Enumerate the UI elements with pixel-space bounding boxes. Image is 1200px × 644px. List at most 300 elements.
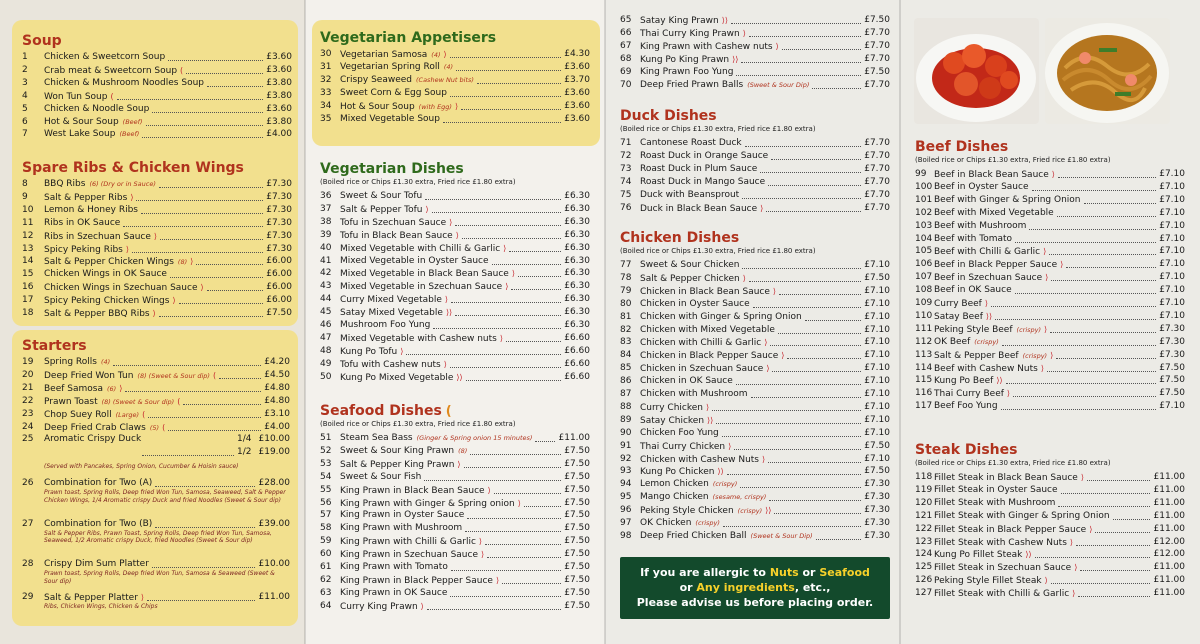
item-number: 85 (620, 363, 632, 374)
item-number: 93 (620, 466, 632, 477)
item-number: 112 (915, 336, 933, 347)
item-name (934, 181, 1029, 194)
item-name (934, 587, 1075, 601)
dot-leader (455, 225, 561, 226)
item-name (44, 268, 167, 281)
menu-item (320, 445, 590, 458)
item-name-text: Fillet Steak with Chilli & Garlic (934, 589, 1070, 600)
chili-icon: ⟩ (1074, 563, 1078, 573)
dot-leader (712, 410, 861, 411)
item-number: 120 (915, 497, 933, 508)
item-name (640, 401, 709, 415)
item-name (44, 103, 149, 116)
item-name (44, 294, 176, 308)
item-number: 21 (22, 382, 34, 393)
chili-icon: ( (212, 370, 217, 380)
dot-leader (485, 544, 561, 545)
dot-leader (774, 513, 861, 514)
item-name (640, 453, 765, 467)
item-number: 125 (915, 562, 933, 573)
item-price: £6.30 (564, 216, 590, 227)
menu-item (22, 382, 290, 395)
item-name (640, 27, 746, 41)
item-name-text: Thai Curry Beef (934, 389, 1004, 400)
item-name-text: Chicken Foo Yung (640, 427, 719, 438)
item-number: 8 (22, 179, 28, 189)
chili-icon: ⟩ (764, 338, 768, 348)
item-price: £3.10 (264, 408, 290, 419)
item-name (934, 523, 1092, 537)
item-price: £7.10 (864, 414, 890, 425)
menu-item (915, 471, 1185, 484)
item-name-text: Fillet Steak with Mushroom (934, 497, 1056, 508)
item-price: £3.80 (266, 116, 292, 127)
dot-leader (736, 384, 861, 385)
item-name-text: Duck with Beansprout (640, 189, 740, 200)
chili-icon: ⟩ (1044, 324, 1048, 334)
dot-leader (768, 462, 861, 463)
item-price: £7.50 (564, 497, 590, 508)
item-name (44, 230, 157, 244)
menu-item (22, 90, 292, 103)
item-name (934, 323, 1047, 337)
item-name-text: Mushroom Foo Yung (340, 320, 431, 330)
menu-item (320, 522, 590, 535)
dot-leader (1061, 493, 1150, 494)
item-name-text: Crispy Seaweed (340, 74, 412, 85)
item-name-text: Fillet Steak with Cashew Nuts (934, 537, 1067, 548)
menu-item (620, 401, 890, 414)
dot-leader (424, 480, 561, 481)
item-number: 20 (22, 369, 34, 380)
item-name-text: Lemon Chicken (640, 479, 709, 490)
item-number: 51 (320, 433, 332, 443)
menu-item (915, 497, 1185, 510)
menu-item (22, 191, 292, 204)
menu-item (915, 574, 1185, 587)
item-price: £7.30 (266, 191, 292, 202)
dot-leader (1078, 596, 1150, 597)
item-name-text: Salt & Pepper King Prawn (340, 459, 455, 470)
item-name-text: Chicken Wings in OK Sauce (44, 269, 167, 280)
item-number: 89 (620, 414, 632, 425)
menu-item (22, 307, 292, 320)
menu-item (320, 535, 590, 548)
menu-item (22, 77, 292, 90)
item-name: Aromatic Crispy Duck (44, 434, 142, 445)
menu-item (915, 168, 1185, 181)
dot-leader (146, 125, 263, 126)
dot-leader (492, 264, 561, 265)
menu-item (915, 310, 1185, 323)
chili-icon: ⟩ (443, 359, 447, 369)
dot-leader (1035, 557, 1150, 558)
item-number: 16 (22, 282, 34, 293)
menu-item (620, 79, 890, 92)
chili-icon: ⟩ (400, 346, 404, 356)
item-name (640, 53, 738, 67)
item-number: 94 (620, 479, 632, 490)
dot-leader (152, 112, 263, 113)
item-price: £4.20 (264, 357, 290, 367)
item-name-text: King Prawn in Szechuan Sauce (340, 550, 478, 561)
section-title: Soup (22, 33, 62, 49)
item-name-text: Roast Duck in Orange Sauce (640, 150, 769, 161)
dot-leader (770, 345, 861, 346)
section-note: (Boiled rice or Chips £1.30 extra, Fried rice £1.80 extra) (320, 420, 516, 428)
item-name (640, 375, 733, 388)
menu-item (22, 421, 290, 434)
item-price: £11.00 (1153, 497, 1185, 508)
item-price: £7.30 (1159, 336, 1185, 347)
menu-item (320, 100, 590, 113)
dot-leader (742, 268, 861, 269)
menu-item (320, 471, 590, 484)
dot-leader (995, 319, 1156, 320)
menu-item (915, 484, 1185, 497)
menu-item (22, 204, 292, 217)
dot-leader (465, 531, 561, 532)
item-number: 17 (22, 295, 34, 306)
dot-leader (142, 455, 234, 456)
item-description: (crispy) (1016, 325, 1042, 334)
menu-item (620, 137, 890, 150)
item-name (44, 90, 114, 104)
dot-leader (132, 252, 263, 253)
item-name (640, 362, 769, 376)
item-price: £7.30 (864, 518, 890, 528)
item-price: £7.10 (864, 260, 890, 270)
dot-leader (736, 75, 861, 76)
item-name-text: Beef in Oyster Sauce (934, 181, 1029, 192)
menu-item (22, 356, 290, 369)
item-price: £6.00 (266, 256, 292, 267)
dot-leader (772, 371, 861, 372)
item-price: £7.30 (864, 479, 890, 490)
menu-item (320, 497, 590, 510)
item-name-text: Mixed Vegetable in Black Bean Sauce (340, 269, 509, 280)
item-name-text: Spring Rolls (44, 357, 97, 367)
menu-item (320, 113, 590, 126)
item-number: 38 (320, 216, 332, 227)
item-name-text: Beef in OK Sauce (934, 285, 1012, 296)
item-number: 28 (22, 559, 34, 570)
sweet-and-sour-chicken-photo (914, 18, 1039, 124)
item-name (44, 255, 193, 269)
item-name-text: King Prawn Foo Yung (640, 66, 734, 77)
item-number: 59 (320, 536, 332, 547)
menu-item (22, 178, 292, 191)
item-description: (8) (Sweet & Sour dip) (137, 371, 210, 380)
item-name-text: Beef with Cashew Nuts (934, 363, 1038, 374)
item-price: £7.30 (266, 217, 292, 228)
menu-item (620, 311, 890, 324)
section-title: Vegetarian Dishes (320, 161, 464, 177)
item-number: 110 (915, 310, 933, 321)
item-name (340, 280, 508, 294)
chili-icon: ⟩ (742, 273, 746, 283)
item-price: £4.30 (564, 49, 590, 59)
dot-leader (1080, 570, 1150, 571)
item-name (340, 484, 491, 498)
menu-item (620, 465, 890, 478)
item-number: 37 (320, 203, 332, 214)
item-name-text: Chicken with Mushroom (640, 389, 748, 399)
item-price: £4.80 (264, 395, 290, 406)
dot-leader (778, 333, 861, 334)
item-price: £7.50 (564, 536, 590, 547)
item-price: £7.50 (864, 466, 890, 477)
item-name (340, 358, 447, 372)
item-description: (Sweet & Sour Dip) (747, 80, 810, 89)
item-name-text: Kung Po Chicken (640, 467, 715, 478)
item-name-text: Chicken with Chilli & Garlic (640, 338, 762, 349)
item-name-text: Deep Fried Crab Claws (44, 422, 146, 433)
menu-item (620, 259, 890, 272)
item-name-text: Roast Duck in Plum Sauce (640, 163, 758, 174)
item-description: (crispy) (1022, 351, 1048, 360)
dot-leader (487, 557, 561, 558)
menu-item (915, 536, 1185, 549)
item-name (934, 284, 1012, 297)
item-price: £7.10 (1159, 207, 1185, 218)
dot-leader (1087, 480, 1150, 481)
item-name-text: King Prawn in Oyster Sauce (340, 510, 465, 521)
dot-leader (170, 277, 263, 278)
menu-item (320, 484, 590, 497)
item-number: 127 (915, 588, 933, 599)
item-number: 123 (915, 536, 933, 547)
menu-item (320, 358, 590, 371)
dot-leader (1051, 280, 1156, 281)
item-number: 107 (915, 272, 933, 283)
item-name-text: BBQ Ribs (44, 179, 86, 189)
chili-icon: ⟩ (1043, 247, 1047, 257)
item-description: (Ginger & Spring onion 15 minutes) (416, 434, 533, 442)
menu-item (320, 242, 590, 255)
item-number: 46 (320, 320, 332, 330)
chili-icon: ⟩ (1060, 260, 1064, 270)
item-description: (crispy) (695, 519, 720, 527)
item-price: £7.50 (564, 445, 590, 456)
item-number: 71 (620, 138, 632, 148)
dot-leader (506, 341, 561, 342)
menu-item (620, 478, 890, 491)
item-name-text: Combination for Two (A) (44, 478, 153, 489)
item-name (934, 387, 1010, 401)
item-number: 119 (915, 484, 933, 495)
menu-item (620, 530, 890, 543)
chili-icon: ⟩ (503, 243, 507, 253)
chili-icon: ⟩⟩ (445, 308, 453, 318)
chili-icon: ⟩ (772, 286, 777, 296)
chili-icon: ⟩⟩ (1025, 550, 1032, 560)
chili-icon: ⟩ (125, 244, 129, 254)
portion-label: 1/4 (237, 434, 252, 445)
item-price: £3.60 (564, 100, 590, 111)
item-number: 91 (620, 440, 632, 451)
chili-icon: ⟩ (1051, 170, 1055, 179)
item-number: 80 (620, 298, 632, 309)
dot-leader (502, 583, 561, 584)
chili-icon: ⟩ (140, 593, 145, 603)
item-description: (5) (149, 423, 160, 432)
item-number: 70 (620, 79, 632, 90)
chili-icon: ⟩ (775, 41, 779, 51)
item-price: £7.30 (864, 505, 890, 516)
item-price: £11.00 (1153, 588, 1185, 599)
dot-leader (219, 378, 261, 379)
item-number: 30 (320, 49, 332, 59)
item-name-text: Prawn Toast (44, 396, 98, 407)
item-name (934, 220, 1026, 233)
menu-item (620, 285, 890, 298)
item-name (340, 255, 489, 268)
dot-leader (186, 73, 263, 74)
chili-icon: ⟩ (499, 333, 503, 343)
item-name (340, 432, 532, 445)
dot-leader (779, 294, 861, 295)
item-name-text: King Prawn with Cashew nuts (640, 41, 773, 52)
item-number: 34 (320, 100, 332, 111)
item-price: £3.70 (564, 74, 590, 85)
chili-icon: ⟩⟩ (996, 376, 1003, 386)
item-name (640, 349, 784, 363)
menu-item (915, 510, 1185, 523)
item-price: £7.10 (864, 453, 890, 464)
item-name (340, 445, 467, 458)
dot-leader (425, 199, 561, 200)
item-name (44, 281, 204, 295)
item-number: 81 (620, 311, 632, 322)
item-price: £7.10 (1159, 233, 1185, 244)
dot-leader (207, 290, 263, 291)
dot-leader (787, 358, 861, 359)
item-price: £7.10 (864, 376, 890, 387)
item-description: (4) (431, 51, 441, 59)
chili-icon: ⟩ (190, 257, 194, 267)
item-number: 5 (22, 103, 28, 114)
dot-leader (740, 487, 861, 488)
item-number: 55 (320, 484, 332, 495)
item-name-text: Salt & Pepper Beef (934, 350, 1019, 361)
item-name (934, 233, 1012, 246)
item-name-text: Chicken Wings in Szechuan Sauce (44, 283, 198, 294)
item-name-text: Mango Chicken (640, 492, 709, 503)
item-name-text: Beef in Black Pepper Sauce (934, 260, 1058, 271)
chili-icon: ⟩ (495, 575, 500, 585)
menu-item (320, 87, 590, 100)
dot-leader (451, 302, 561, 303)
dot-leader (456, 70, 561, 71)
item-price: £7.70 (864, 40, 890, 51)
chili-icon: ⟩ (119, 383, 123, 393)
item-name-text: Chicken in OK Sauce (640, 376, 733, 387)
item-name (44, 204, 138, 217)
item-name-text: Fillet Steak in Black Bean Sauce (934, 473, 1078, 483)
dot-leader (152, 567, 255, 568)
item-price: £7.10 (1159, 259, 1185, 270)
item-name-text: Fillet Steak in Oyster Sauce (934, 484, 1058, 495)
chili-icon: ⟩ (766, 364, 770, 374)
item-name (934, 471, 1084, 485)
item-name-text: Crab meat & Sweetcorn Soup (44, 65, 178, 76)
item-name-text: Beef with Ginger & Spring Onion (934, 194, 1081, 205)
menu-item (320, 587, 590, 600)
item-price: £7.70 (864, 150, 890, 161)
item-name (934, 362, 1044, 376)
item-name-text: Beef with Mixed Vegetable (934, 207, 1054, 218)
dot-leader (1050, 332, 1156, 333)
item-name (640, 79, 809, 92)
item-name (640, 517, 720, 530)
chili-icon: ⟩ (1044, 576, 1048, 586)
item-name (640, 176, 765, 189)
item-number: 67 (620, 40, 632, 51)
dot-leader (1066, 267, 1156, 268)
menu-item (620, 362, 890, 375)
item-price: £6.00 (266, 269, 292, 280)
dot-leader (168, 430, 261, 431)
item-number: 43 (320, 281, 332, 292)
item-name-text: Tofu in Szechuan Sauce (340, 217, 447, 228)
menu-item (22, 51, 292, 64)
item-number: 4 (22, 90, 28, 101)
menu-item (620, 388, 890, 401)
chili-icon: ⟩ (457, 459, 461, 469)
item-name-text: Lemon & Honey Ribs (44, 204, 138, 215)
item-number: 76 (620, 202, 632, 213)
menu-panel-4 (900, 0, 1200, 644)
item-name-text: Sweet & Sour King Prawn (340, 445, 455, 456)
item-name (340, 522, 462, 535)
item-price: £3.60 (266, 103, 292, 114)
dot-leader (450, 96, 561, 97)
menu-item (620, 163, 890, 176)
item-price: £7.10 (1159, 401, 1185, 412)
item-name (640, 285, 776, 299)
item-price: £7.10 (864, 298, 890, 309)
item-name-text: OK Beef (934, 336, 971, 347)
item-name (44, 64, 183, 78)
item-name (44, 51, 165, 64)
menu-item (22, 446, 290, 459)
item-price: £7.70 (864, 163, 890, 174)
chili-icon: ⟩ (152, 309, 156, 318)
fold-line (604, 0, 606, 644)
menu-item (320, 561, 590, 574)
noodles-photo (1045, 18, 1170, 124)
item-price: £7.10 (1159, 220, 1185, 231)
menu-item (320, 458, 590, 471)
menu-item (320, 293, 590, 306)
dot-leader (432, 212, 561, 213)
item-price: £7.70 (864, 138, 890, 148)
item-name (934, 194, 1081, 207)
item-number: 78 (620, 272, 632, 283)
dot-leader (734, 449, 861, 450)
item-name-text: Ribs in OK Sauce (44, 217, 121, 228)
menu-item (620, 427, 890, 440)
item-price: £7.50 (1159, 362, 1185, 373)
item-name-text: Chicken in Oyster Sauce (640, 298, 750, 309)
item-name-text: Won Tun Soup (44, 91, 108, 102)
item-description: (6) (106, 384, 117, 393)
item-price: £7.10 (864, 311, 890, 322)
chili-icon: ⟩⟩ (456, 372, 463, 382)
item-name-text: Chicken in Szechuan Sauce (640, 364, 764, 375)
item-price: £3.60 (564, 61, 590, 72)
